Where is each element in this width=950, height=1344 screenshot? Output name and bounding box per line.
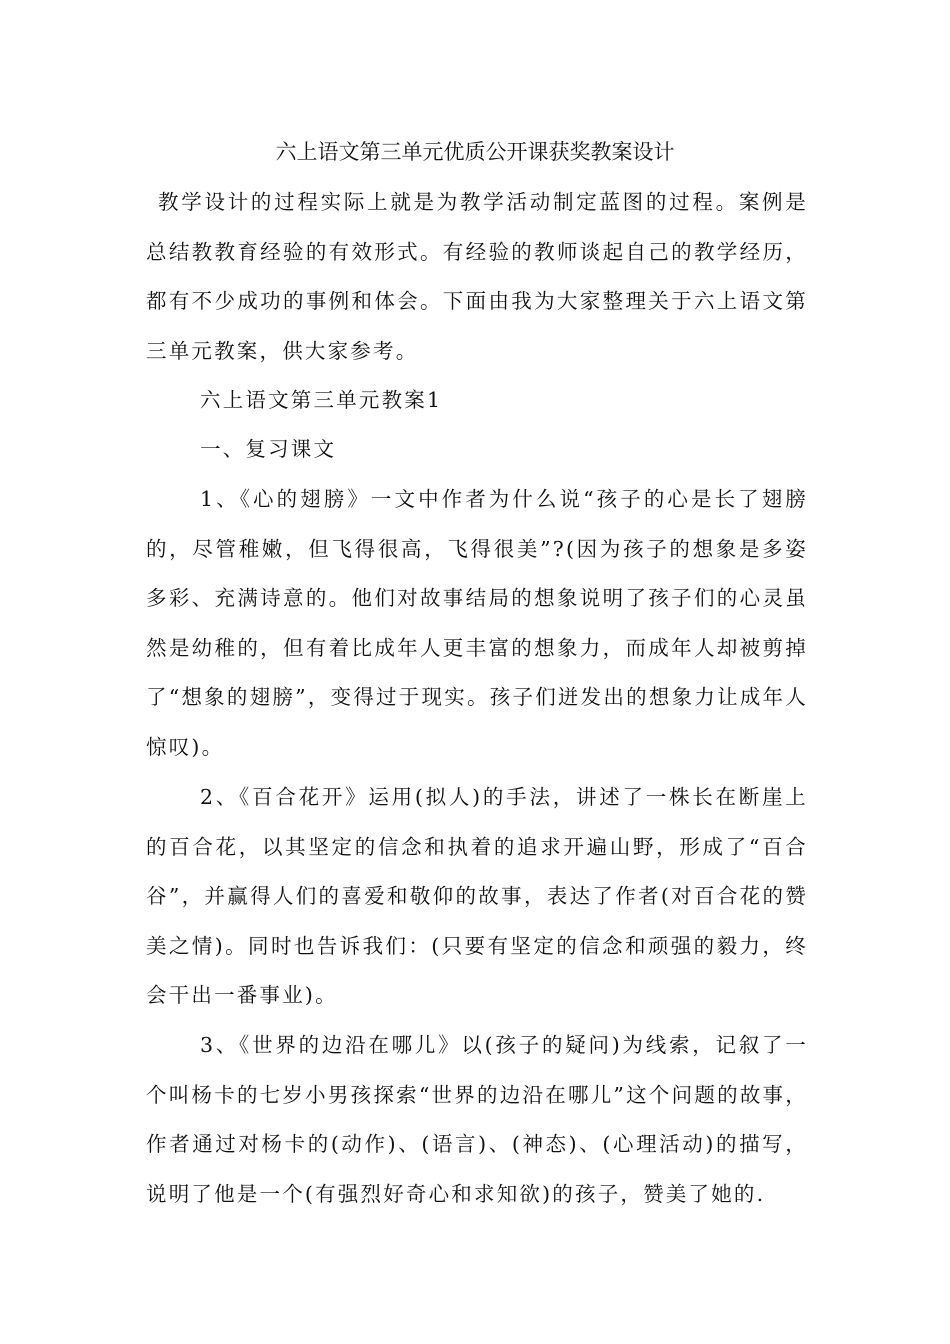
intro-paragraph: 教学设计的过程实际上就是为教学活动制定蓝图的过程。案例是总结教教育经验的有效形式。有经验的教师谈起自己的教学经历，都有不少成功的事例和体会。下面由我为大家整理关于六上语文第三单元教案，供大家参考。 <box>146 190 808 363</box>
list-item-2: 2、《百合花开》运用(拟人)的手法，讲述了一株长在断崖上的百合花，以其坚定的信念和执着的追求开遍山野，形成了“百合谷”，并赢得人们的喜爱和敬仰的故事，表达了作者(对百合花的赞美之情)。同时也告诉我们：(只要有坚定的信念和顽强的毅力，终会干出一番事业)。 <box>146 785 808 1007</box>
section-heading: 六上语文第三单元教案1 <box>200 388 443 412</box>
subheading-review: 一、复习课文 <box>200 437 337 461</box>
list-item-3: 3、《世界的边沿在哪儿》以(孩子的疑问)为线索，记叙了一个叫杨卡的七岁小男孩探索“世界的边沿在哪儿”这个问题的故事，作者通过对杨卡的(动作)、(语言)、(神态)、(心理活动)的描写，说明了他是一个(有强烈好奇心和求知欲)的孩子，赞美了她的. <box>146 1033 808 1206</box>
list-item-1: 1、《心的翅膀》一文中作者为什么说“孩子的心是长了翅膀的，尽管稚嫩，但飞得很高，飞得很美”?(因为孩子的想象是多姿多彩、充满诗意的。他们对故事结局的想象说明了孩子们的心灵虽然是幼稚的，但有着比成年人更丰富的想象力，而成年人却被剪掉了“想象的翅膀”，变得过于现实。孩子们迸发出的想象力让成年人惊叹)。 <box>146 487 808 759</box>
document-title: 六上语文第三单元优质公开课获奖教案设计 <box>275 140 675 164</box>
